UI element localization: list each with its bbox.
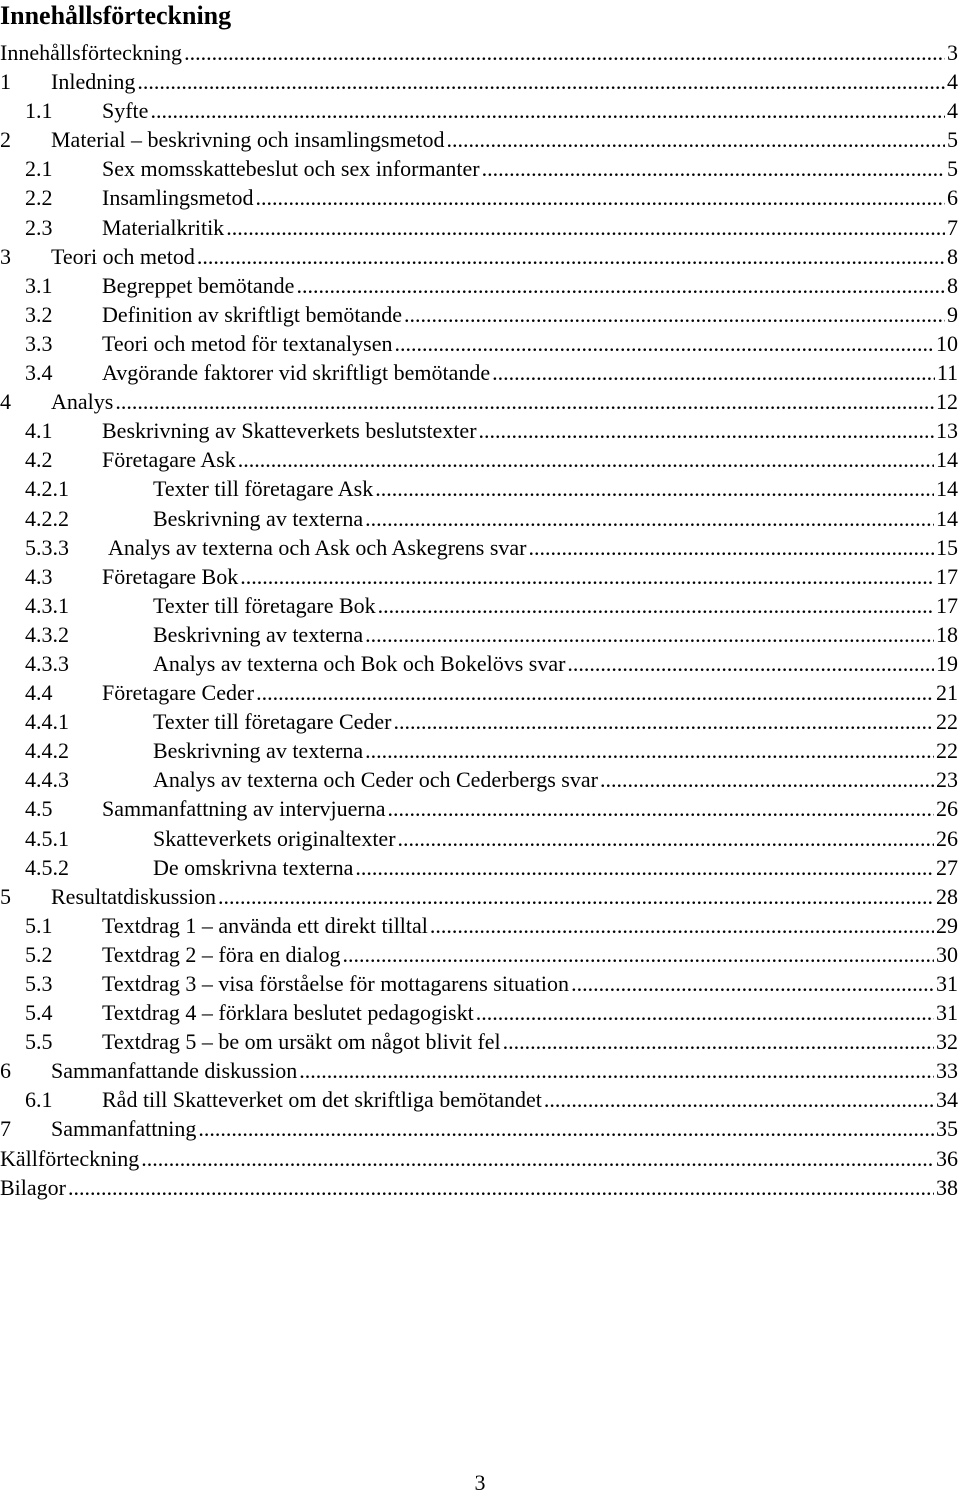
toc-entry[interactable] <box>0 154 958 183</box>
toc-entry[interactable] <box>0 911 958 940</box>
toc-entry[interactable] <box>0 794 958 823</box>
dot-leader <box>240 562 934 591</box>
toc-entry-page: 4 <box>947 98 958 124</box>
toc-entry[interactable] <box>0 969 958 998</box>
toc-entry[interactable] <box>0 736 958 765</box>
toc-entry[interactable] <box>0 707 958 736</box>
toc-entry-page: 33 <box>936 1058 958 1084</box>
dot-leader <box>296 271 945 300</box>
dot-leader <box>482 154 945 183</box>
toc-entry[interactable] <box>0 329 958 358</box>
toc-entry-label[interactable]: Innehållsförteckning <box>0 40 183 65</box>
toc-entry-number: 4.3.2 <box>25 621 69 647</box>
toc-entry-label[interactable]: Textdrag 1 – använda ett direkt tilltal <box>102 912 428 938</box>
toc-entry-number: 2 <box>0 127 11 153</box>
toc-entry-number: 5.2 <box>25 941 53 967</box>
toc-entry-number: 2.3 <box>25 214 53 240</box>
toc-entry-page: 36 <box>936 1145 958 1171</box>
toc-entry-label[interactable]: Analys <box>51 389 114 415</box>
toc-entry-number: 4.2.1 <box>25 476 69 502</box>
toc-entry-label[interactable]: Sammanfattning <box>51 1116 197 1142</box>
dot-leader <box>256 183 945 212</box>
toc-entry-label[interactable]: Analys av texterna och Bok och Bokelövs svar <box>153 650 566 676</box>
toc-entry-page: 18 <box>936 621 958 647</box>
toc-entry-page: 17 <box>936 592 958 618</box>
dot-leader <box>365 736 934 765</box>
toc-entry-page: 34 <box>936 1087 958 1113</box>
toc-entry-label[interactable]: Inledning <box>51 69 136 95</box>
page-title: Innehållsförteckning <box>0 1 232 30</box>
toc-entry-label[interactable]: Bilagor <box>0 1174 66 1200</box>
toc-entry-number: 4.4.1 <box>25 709 69 735</box>
toc-entry-page: 8 <box>947 243 958 269</box>
dot-leader <box>476 998 934 1027</box>
dot-leader <box>197 242 945 271</box>
dot-leader <box>365 620 934 649</box>
toc-entry-label[interactable]: Definition av skriftligt bemötande <box>102 301 402 327</box>
toc-entry-number: 6 <box>0 1058 11 1084</box>
toc-entry-page: 5 <box>947 127 958 153</box>
toc-entry-number: 4.4 <box>25 680 53 706</box>
dot-leader <box>256 678 934 707</box>
dot-leader <box>375 474 934 503</box>
toc-entry[interactable] <box>0 504 958 533</box>
dot-leader <box>68 1173 934 1202</box>
toc-entry[interactable] <box>0 940 958 969</box>
toc-entry-number: 4.5.1 <box>25 825 69 851</box>
toc-entry-page: 7 <box>947 214 958 240</box>
toc-entry-page: 23 <box>936 767 958 793</box>
toc-entry-number: 4.3.3 <box>25 650 69 676</box>
dot-leader <box>137 67 945 96</box>
dot-leader <box>343 940 934 969</box>
dot-leader <box>365 504 934 533</box>
toc-entry-label[interactable]: Texter till företagare Ask <box>153 476 374 502</box>
toc-entry-label[interactable]: Beskrivning av Skatteverkets beslutstexter <box>102 418 477 444</box>
toc-entry-number: 3.1 <box>25 272 53 298</box>
toc-entry-number: 5.5 <box>25 1029 53 1055</box>
dot-leader <box>378 591 934 620</box>
toc-entry-label[interactable]: Källförteckning <box>0 1145 140 1171</box>
dot-leader <box>150 96 945 125</box>
toc-entry[interactable] <box>0 183 958 212</box>
toc-entry-page: 3 <box>947 40 958 65</box>
toc-entry[interactable] <box>0 67 958 96</box>
toc-entry-page: 8 <box>947 272 958 298</box>
toc-entry-number: 1.1 <box>25 98 53 124</box>
toc-entry-page: 30 <box>936 941 958 967</box>
toc-entry-label[interactable]: Textdrag 2 – föra en dialog <box>102 941 341 967</box>
page-number: 3 <box>474 1470 486 1495</box>
dot-leader <box>544 1085 934 1114</box>
dot-leader <box>492 358 935 387</box>
toc-entry-label[interactable]: Textdrag 3 – visa förståelse för mottagarens situation <box>102 971 570 996</box>
toc-entry[interactable] <box>0 1173 958 1202</box>
dot-leader <box>447 125 946 154</box>
dot-leader <box>299 1056 934 1085</box>
toc-entry-label[interactable]: Företagare Ceder <box>102 680 255 706</box>
toc-entry-number: 4 <box>0 389 11 415</box>
toc-entry-page: 28 <box>936 883 958 909</box>
toc-entry-label[interactable]: Teori och metod <box>51 243 195 269</box>
toc-entry-page: 35 <box>936 1116 958 1142</box>
dot-leader <box>529 533 934 562</box>
dot-leader <box>398 824 934 853</box>
toc-entry[interactable] <box>0 271 958 300</box>
toc-entry-page: 31 <box>936 1000 958 1026</box>
toc-entry-number: 4.3.1 <box>25 592 69 618</box>
toc-entry-label[interactable]: Företagare Ask <box>102 447 236 473</box>
toc-entry-number: 1 <box>0 69 11 95</box>
toc-entry-page: 21 <box>936 680 958 706</box>
toc-entry-number: 5.4 <box>25 1000 53 1026</box>
toc-entry-label[interactable]: Syfte <box>102 98 149 124</box>
toc-entry[interactable] <box>0 882 958 911</box>
toc-entry-number: 5 <box>0 883 11 909</box>
toc-entry-number: 2.2 <box>25 185 53 211</box>
toc-entry[interactable] <box>0 824 958 853</box>
toc-entry[interactable] <box>0 1085 958 1114</box>
dot-leader <box>430 911 934 940</box>
toc-entry-number: 5.3.3 <box>25 534 69 560</box>
toc-entry-page: 22 <box>936 709 958 735</box>
dot-leader <box>198 1114 934 1143</box>
toc-entry-number: 4.5.2 <box>25 854 69 880</box>
toc-entry-label[interactable]: Material – beskrivning och insamlingsmetod <box>51 127 445 153</box>
toc-entry-number: 3.4 <box>25 360 53 386</box>
toc-entry-page: 26 <box>936 796 958 822</box>
toc-entry-page: 22 <box>936 738 958 764</box>
toc-entry-label[interactable]: Beskrivning av texterna <box>153 738 364 764</box>
toc-entry-number: 3 <box>0 243 11 269</box>
toc-entry-label[interactable]: Analys av texterna och Ask och Askegrens svar <box>108 534 527 560</box>
dot-leader <box>184 38 945 67</box>
toc-entry-label[interactable]: Materialkritik <box>102 214 225 240</box>
toc-entry[interactable] <box>0 620 958 649</box>
toc-entry-number: 4.2 <box>25 447 53 473</box>
toc-entry-number: 4.5 <box>25 796 53 822</box>
toc-entry-page: 4 <box>947 69 958 95</box>
dot-leader <box>115 387 934 416</box>
toc-entry-number: 7 <box>0 1116 11 1142</box>
dot-leader <box>394 329 934 358</box>
toc-entry-number: 5.3 <box>25 971 53 996</box>
dot-leader <box>387 794 934 823</box>
toc-entry[interactable] <box>0 1114 958 1143</box>
dot-leader <box>571 969 934 998</box>
toc-entry[interactable] <box>0 474 958 503</box>
toc-entry-number: 3.2 <box>25 301 53 327</box>
toc-entry-label[interactable]: Råd till Skatteverket om det skriftliga bemötandet <box>102 1087 542 1113</box>
toc-entry[interactable] <box>0 591 958 620</box>
toc-entry[interactable] <box>0 1056 958 1085</box>
toc-entry-number: 4.4.2 <box>25 738 69 764</box>
toc-entry-page: 38 <box>936 1174 958 1200</box>
toc-entry[interactable] <box>0 213 958 242</box>
dot-leader <box>479 416 934 445</box>
toc-entry-page: 11 <box>936 360 958 386</box>
toc-entry-page: 32 <box>936 1029 958 1055</box>
toc-entry-number: 6.1 <box>25 1087 53 1113</box>
toc-entry[interactable] <box>0 765 958 794</box>
dot-leader <box>355 853 934 882</box>
toc-entry[interactable] <box>0 1027 958 1056</box>
toc-entry-label[interactable]: Beskrivning av texterna <box>153 621 364 647</box>
toc-entry-number: 4.2.2 <box>25 505 69 531</box>
dot-leader <box>218 882 934 911</box>
dot-leader <box>394 707 935 736</box>
toc-entry-page: 13 <box>936 418 958 444</box>
toc-entry-label[interactable]: Sex momsskattebeslut och sex informanter <box>102 156 480 182</box>
toc-entry-label[interactable]: Texter till företagare Bok <box>153 592 376 618</box>
toc-entry-page: 17 <box>936 563 958 589</box>
toc-entry[interactable] <box>0 242 958 271</box>
toc-entry[interactable] <box>0 125 958 154</box>
toc-entry-label[interactable]: Sammanfattande diskussion <box>51 1058 298 1084</box>
toc-entry-page: 5 <box>947 156 958 182</box>
toc-entry[interactable] <box>0 38 958 67</box>
toc-entry-number: 5.1 <box>25 912 53 938</box>
toc-entry-page: 27 <box>936 854 958 880</box>
toc-entry-label[interactable]: Analys av texterna och Ceder och Cederbergs svar <box>153 767 598 793</box>
toc-entry-page: 9 <box>947 301 958 327</box>
dot-leader <box>141 1144 934 1173</box>
toc-entry-label[interactable]: Resultatdiskussion <box>51 883 217 909</box>
dot-leader <box>404 300 945 329</box>
toc-entry-number: 4.1 <box>25 418 53 444</box>
toc-entry[interactable] <box>0 445 958 474</box>
dot-leader <box>226 213 945 242</box>
dot-leader <box>503 1027 934 1056</box>
toc-entry-page: 15 <box>936 534 958 560</box>
toc-entry-label[interactable]: Teori och metod för textanalysen <box>102 330 393 356</box>
toc-entry[interactable] <box>0 998 958 1027</box>
toc-entry-label[interactable]: Textdrag 5 – be om ursäkt om något blivit fel <box>102 1029 501 1055</box>
toc-entry-number: 4.4.3 <box>25 767 69 793</box>
toc-entry-label[interactable]: Texter till företagare Ceder <box>153 709 392 735</box>
toc-entry[interactable] <box>0 678 958 707</box>
toc-entry-label[interactable]: Textdrag 4 – förklara beslutet pedagogiskt <box>102 1000 474 1026</box>
dot-leader <box>600 765 934 794</box>
toc-entry-number: 2.1 <box>25 156 53 182</box>
dot-leader <box>238 445 934 474</box>
toc-entry[interactable] <box>0 853 958 882</box>
toc-entry-label[interactable]: Sammanfattning av intervjuerna <box>102 796 386 822</box>
toc-entry-label[interactable]: Företagare Bok <box>102 563 239 589</box>
toc-entry[interactable] <box>0 533 958 562</box>
toc-entry-page: 26 <box>936 825 958 851</box>
toc-entry-page: 10 <box>936 330 958 356</box>
toc-entry[interactable] <box>0 387 958 416</box>
toc-entry[interactable] <box>0 358 958 387</box>
dot-leader <box>567 649 934 678</box>
toc-entry-page: 29 <box>936 912 958 938</box>
toc-entry[interactable] <box>0 300 958 329</box>
toc-entry-page: 12 <box>936 389 958 415</box>
toc-entry-label[interactable]: Insamlingsmetod <box>102 185 254 211</box>
toc-entry-number: 4.3 <box>25 563 53 589</box>
toc-entry-label[interactable]: Beskrivning av texterna <box>153 505 364 531</box>
toc-entry-page: 14 <box>936 476 958 502</box>
toc-entry-label[interactable]: Avgörande faktorer vid skriftligt bemötande <box>102 360 491 386</box>
toc-entry-page: 31 <box>936 971 958 996</box>
toc-entry-page: 19 <box>936 650 958 676</box>
toc-entry-number: 3.3 <box>25 330 53 356</box>
toc-entry[interactable] <box>0 96 958 125</box>
toc-list <box>0 38 958 1202</box>
toc-entry-page: 6 <box>947 185 958 211</box>
toc-entry-label[interactable]: Begreppet bemötande <box>102 272 295 298</box>
toc-entry[interactable] <box>0 649 958 678</box>
toc-entry-page: 14 <box>936 505 958 531</box>
toc-entry-page: 14 <box>936 447 958 473</box>
toc-entry[interactable] <box>0 562 958 591</box>
toc-entry-label[interactable]: De omskrivna texterna <box>153 854 354 880</box>
toc-entry-label[interactable]: Skatteverkets originaltexter <box>153 825 396 851</box>
toc-entry[interactable] <box>0 1144 958 1173</box>
toc-entry[interactable] <box>0 416 958 445</box>
